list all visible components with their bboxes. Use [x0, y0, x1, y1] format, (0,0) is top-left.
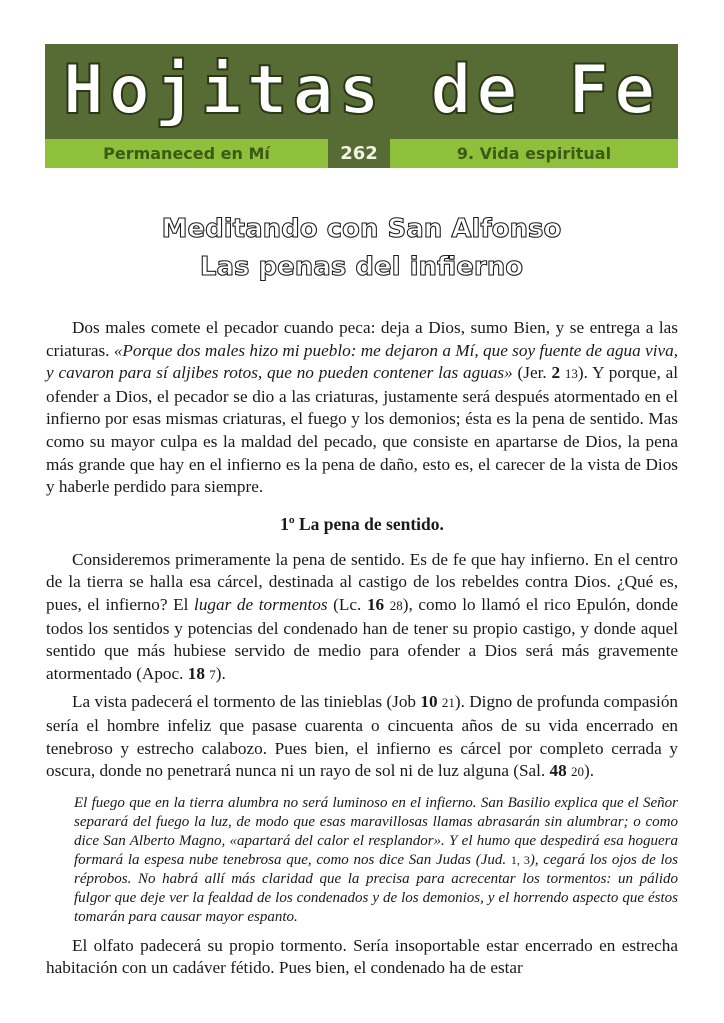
chapter-ref: 10	[420, 692, 438, 712]
article-title-line2: Las penas del infierno	[199, 252, 524, 282]
italic-note: El fuego que en la tierra alumbra no será luminoso en el infierno. San Basilio explica que el Señor separará del fuego la luz, de modo que esas maravillosas llamas abrasarán sin alumbrar; o como dice San Alberto Magno, «apartará del calor el resplandor». Y el humo que despedirá esa hoguera formará la espesa nube tenebrosa que, como nos dice San Judas (Jud. 1, 3), cegará los ojos de los réprobos. No habrá allí más claridad que la precisa para acrecentar los tormentos: un pálido fulgor que deje ver la fealdad de los condenados y de los demonios, y el horrendo aspecto que éstos tomarán para causar mayor espanto.	[74, 794, 678, 925]
chapter-ref: 16	[366, 594, 385, 614]
title-bar	[45, 44, 678, 139]
article-body	[46, 317, 678, 980]
chapter-ref: 48	[549, 761, 567, 781]
paragraph-1: Dos males comete el pecador cuando peca: deja a Dios, sumo Bien, y se entrega a las criaturas. «Porque dos males hizo mi pueblo: me dejaron a Mí, que soy fuente de agua viva, y cavaron para sí aljibes rotos, que no pueden contener las aguas» (Jer. 2 13). Y porque, al ofender a Dios, el pecador se dio a las criaturas, justamente será después atormentado en el infierno por esas mismas criaturas, el fuego y los demonios; ésta es la pena de sentido. Mas como su mayor culpa es la maldad del pecado, que consiste en apartarse de Dios, la pena más grande que hay en el infierno es la pena de daño, esto es, el carecer de la vista de Dios y haberle perdido para siempre.	[46, 318, 678, 497]
quoted-phrase: lugar de tormentos	[194, 594, 328, 614]
verse-ref: 7	[209, 666, 216, 682]
verse-ref: 1, 3	[510, 852, 530, 867]
section-label: 9. Vida espiritual	[456, 144, 612, 163]
chapter-ref: 2	[551, 363, 561, 383]
publication-title: Hojitas de Fe	[62, 51, 661, 130]
article-headline	[45, 210, 678, 286]
scripture-quote: «Porque dos males hizo mi pueblo: me dejaron a Mí, que soy fuente de agua viva, y cavaron para sí aljibes rotos, que no pueden contener las aguas»	[46, 340, 678, 383]
paragraph-3: La vista padecerá el tormento de las tinieblas (Job 10 21). Digno de profunda compasión sería el hombre infeliz que pasase cuarenta o cincuenta años de su vida encerrado en tenebroso y estrecho calabozo. Pues bien, el infierno es cárcel por completo cerrada y oscura, donde no penetrará nunca ni un rayo de sol ni de luz alguna (Sal. 48 20).	[46, 692, 679, 781]
subtitle-bar	[45, 139, 678, 168]
chapter-ref: 18	[187, 663, 205, 683]
paragraph-4: El olfato padecerá su propio tormento. Sería insoportable estar encerrado en estrecha habitación con un cadáver fétido. Pues bien, el condenado ha de estar	[46, 935, 678, 978]
series-label: Permaneced en Mí	[103, 144, 270, 163]
paragraph-2: Consideremos primeramente la pena de sentido. Es de fe que hay infierno. En el centro de la tierra se halla esa cárcel, destinada al castigo de los rebeldes contra Dios. ¿Qué es, pues, el infierno? El lugar de tormentos (Lc. 16 28), como lo llamó el rico Epulón, donde todos los sentidos y potencias del condenado han de tener su propio castigo, y donde aquel sentido que más hubiese servido de medio para ofender a Dios será más gravemente atormentado (Apoc. 18 7).	[46, 549, 678, 683]
verse-ref: 13	[564, 366, 578, 382]
verse-ref: 20	[571, 764, 585, 780]
section-heading: 1º La pena de sentido.	[280, 513, 444, 534]
verse-ref: 21	[441, 695, 455, 711]
masthead	[45, 44, 678, 168]
verse-ref: 28	[389, 597, 403, 613]
article-title-line1: Meditando con San Alfonso	[161, 214, 562, 244]
issue-number: 262	[328, 139, 390, 168]
